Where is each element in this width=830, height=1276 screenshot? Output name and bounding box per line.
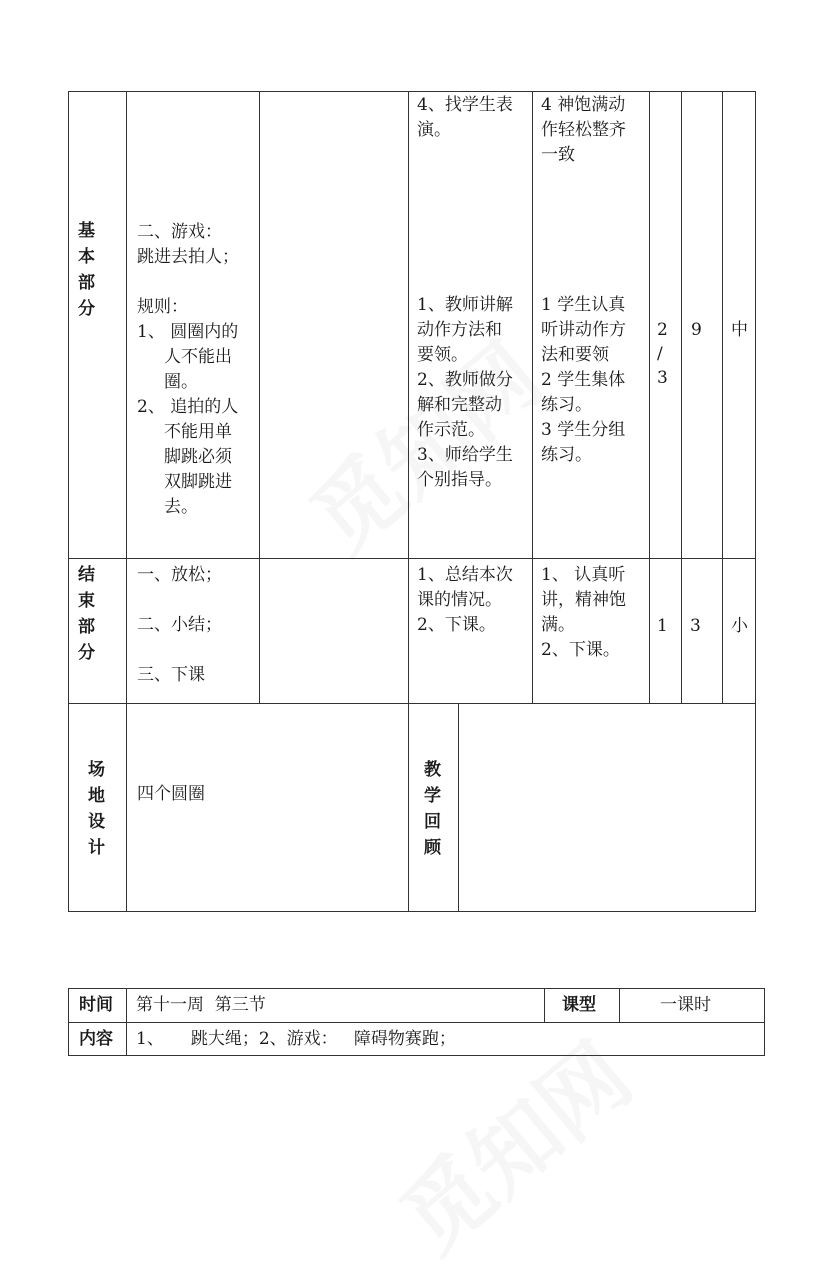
basic-section-student-top: 4 神饱满动 作轻松整齐 一致 xyxy=(541,95,626,165)
basic-section-time: 9 xyxy=(691,320,702,340)
site-design-content: 四个圆圈 xyxy=(137,784,205,804)
end-section-student: 1、 认真听 讲，精神饱 满。 2、下课。 xyxy=(541,565,626,660)
time-label: 时间 xyxy=(79,995,113,1015)
basic-section-student: 1 学生认真 听讲动作方 法和要领 2 学生集体 练习。 3 学生分组 练习。 xyxy=(541,295,626,465)
end-section-content: 一、放松； 二、小结； 三、下课 xyxy=(137,565,222,685)
basic-section-teacher-top: 4、找学生表 演。 xyxy=(417,95,513,140)
end-section-time: 3 xyxy=(690,616,701,636)
end-section-intensity: 小 xyxy=(731,616,748,636)
end-section-count: 1 xyxy=(657,616,668,636)
content-label: 内容 xyxy=(79,1029,113,1049)
content-value: 1、 跳大绳；2、游戏： 障碍物赛跑； xyxy=(136,1029,456,1049)
basic-section-count: 2 / 3 xyxy=(657,320,668,388)
end-section-teacher: 1、总结本次 课的情况。 2、下课。 xyxy=(417,565,513,635)
basic-section-content: 二、游戏： 跳进去拍人； 规则： 1、 圆圈内的 人不能出 圈。 2、 追拍的人 不能用单 脚跳必须 双脚跳进 去。 xyxy=(137,222,239,517)
basic-section-intensity: 中 xyxy=(731,320,748,340)
time-value: 第十一周 第三节 xyxy=(136,995,266,1015)
type-value: 一课时 xyxy=(660,995,711,1015)
type-label: 课型 xyxy=(562,995,596,1015)
basic-section-teacher: 1、教师讲解 动作方法和 要领。 2、教师做分 解和完整动 作示范。 3、师给学生 个别指导。 xyxy=(417,295,513,490)
